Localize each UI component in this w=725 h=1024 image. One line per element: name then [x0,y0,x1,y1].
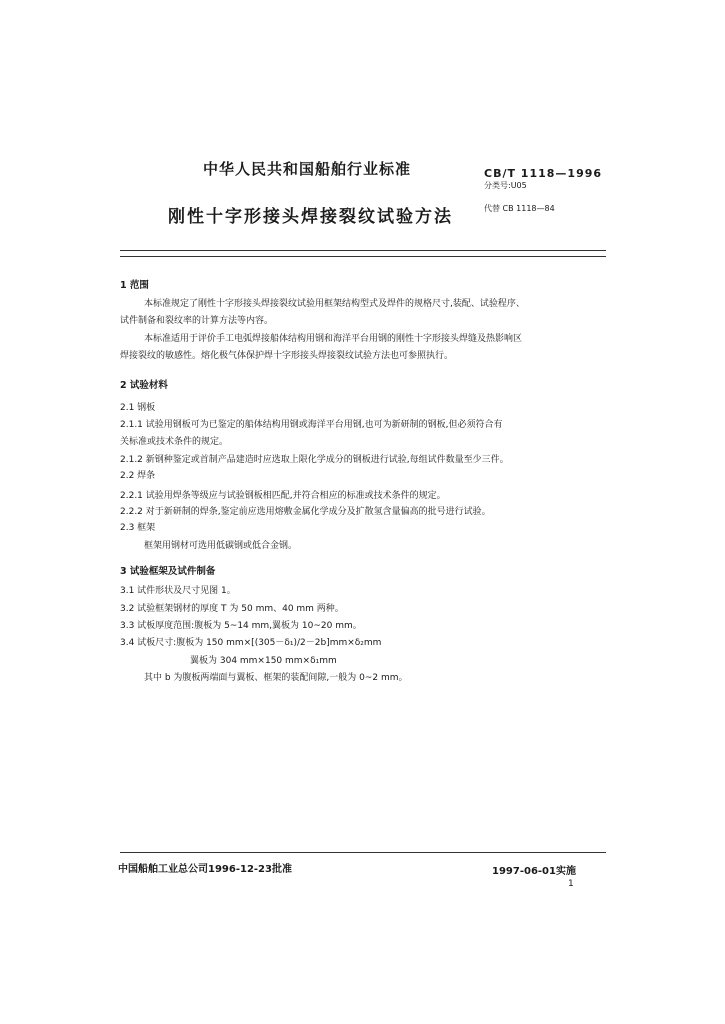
classification-code: 分类号:U05 [484,181,527,190]
page-number: 1 [568,879,574,889]
paragraph-line: 2.1.1 试验用钢板可为已鉴定的船体结构用钢或海洋平台用钢,也可为新研制的钢板,但必须符合有 [120,420,503,430]
paragraph-line: 2.2.2 对于新研制的焊条,鉴定前应选用熔敷金属化学成分及扩散氢含量偏高的批号进行试验。 [120,507,491,517]
subsection-heading: 2.2 焊条 [120,471,156,481]
paragraph-line: 其中 b 为腹板两端面与翼板、框架的装配间隙,一般为 0~2 mm。 [144,673,408,683]
section-2-heading: 2 试验材料 [120,380,168,391]
footer-divider [120,852,606,853]
document-title: 刚性十字形接头焊接裂纹试验方法 [168,207,453,227]
paragraph-line: 本标准适用于评价手工电弧焊接船体结构用钢和海洋平台用钢的刚性十字形接头焊缝及热影响区 [144,334,523,344]
paragraph-line: 3.3 试板厚度范围:腹板为 5~14 mm,翼板为 10~20 mm。 [120,621,362,631]
paragraph-line: 本标准规定了刚性十字形接头焊接裂纹试验用框架结构型式及焊件的规格尺寸,装配、试验程序、 [144,299,525,309]
paragraph-line: 3.4 试板尺寸:腹板为 150 mm×[(305－δ₁)/2－2b]mm×δ₂mm [120,638,382,648]
standard-code: CB/T 1118—1996 [484,167,603,180]
subsection-heading: 2.1 钢板 [120,403,156,413]
section-3-heading: 3 试验框架及试件制备 [120,566,216,577]
paragraph-line: 2.2.1 试验用焊条等级应与试验钢板相匹配,并符合相应的标准或技术条件的规定。 [120,491,446,501]
header-divider-top [120,250,606,251]
section-1-heading: 1 范围 [120,280,149,291]
approval-line: 中国船舶工业总公司1996-12-23批准 [118,864,292,875]
header-divider-bottom [120,256,606,257]
subsection-heading: 2.3 框架 [120,523,156,533]
paragraph-line: 3.1 试件形状及尺寸见图 1。 [120,586,236,596]
paragraph-line: 焊接裂纹的敏感性。熔化极气体保护焊十字形接头焊接裂纹试验方法也可参照执行。 [120,351,454,361]
paragraph-line: 试件制备和裂纹率的计算方法等内容。 [120,316,274,326]
effective-date: 1997-06-01实施 [492,866,576,877]
paragraph-line: 翼板为 304 mm×150 mm×δ₁mm [190,656,337,666]
standard-org: 中华人民共和国船舶行业标准 [203,160,412,178]
paragraph-line: 3.2 试验框架钢材的厚度 T 为 50 mm、40 mm 两种。 [120,604,344,614]
paragraph-line: 框架用钢材可选用低碳钢或低合金钢。 [144,541,298,551]
replaces-standard: 代替 CB 1118—84 [484,204,555,213]
paragraph-line: 关标准或技术条件的规定。 [120,437,229,447]
paragraph-line: 2.1.2 新钢种鉴定或首制产品建造时应选取上限化学成分的钢板进行试验,每组试件数量至少三件。 [120,455,509,465]
